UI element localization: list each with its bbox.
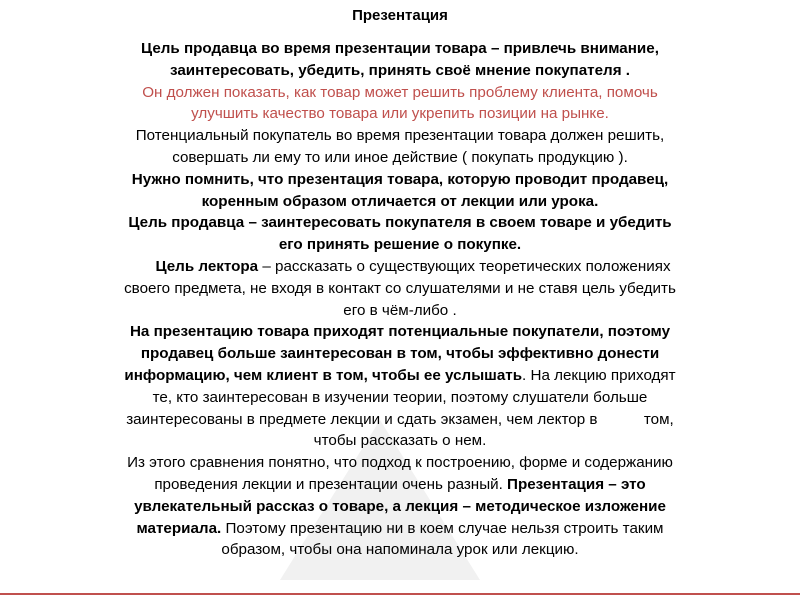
slide-body <box>40 38 760 561</box>
compare-line-2 <box>40 474 760 496</box>
remember-line-2: коренным образом отличается от лекции или урока. <box>201 192 599 210</box>
compare-line-1: Из этого сравнения понятно, что подход к построению, форме и содержанию <box>127 454 673 472</box>
goal2-line-2: его принять решение о покупке. <box>278 236 522 254</box>
compare-bold: Презентация – это <box>507 475 646 493</box>
audience-line-2: продавец больше заинтересован в том, чтобы эффективно донести <box>140 345 660 363</box>
audience-line-5: заинтересованы в предмете лекции и сдать экзамен, чем лектор в том, <box>126 410 674 428</box>
compare-line-3: увлекательный рассказ о товаре, а лекция – методическое изложение <box>134 497 666 515</box>
slide <box>40 0 760 600</box>
slide-title: Презентация <box>352 7 448 24</box>
lecturer-bold: Цель лектора <box>155 257 259 275</box>
bottom-accent-line <box>0 593 800 595</box>
audience-line-1: На презентацию товара приходят потенциальные покупатели, поэтому <box>129 323 671 341</box>
audience-bold: информацию, чем клиент в том, чтобы ее услышать <box>124 366 523 384</box>
compare-line-5: образом, чтобы она напоминала урок или лекцию. <box>221 541 579 559</box>
goal-seller-line-1: Цель продавца во время презентации товара – привлечь внимание, <box>141 40 659 57</box>
lecturer-line-3: его в чём-либо . <box>343 301 457 319</box>
buyer-line-1: Потенциальный покупатель во время презентации товара должен решить, <box>135 127 665 145</box>
buyer-line-2: совершать ли ему то или иное действие ( покупать продукцию ). <box>172 148 628 166</box>
goal2-line-1: Цель продавца – заинтересовать покупателя в своем товаре и убедить <box>128 214 672 232</box>
goal-seller-line-2: заинтересовать, убедить, принять своё мнение покупателя . <box>169 61 631 79</box>
lecturer-line-2: своего предмета, не входя в контакт со слушателями и не ставя цель убедить <box>124 279 676 297</box>
compare-plain: проведения лекции и презентации очень разный. <box>154 475 508 493</box>
red-note-line-2: улучшить качество товара или укрепить позиции на рынке. <box>191 105 609 123</box>
audience-line-6: чтобы рассказать о нем. <box>313 432 487 450</box>
compare-line-4 <box>40 518 760 540</box>
audience-line-4: те, кто заинтересован в изучении теории, поэтому слушатели больше <box>152 388 648 406</box>
audience-rest: . На лекцию приходят <box>522 366 676 384</box>
audience-line-3 <box>40 365 760 387</box>
compare-line-4-rest: Поэтому презентацию ни в коем случае нельзя строить таким <box>221 519 664 537</box>
lecturer-text: – рассказать о существующих теоретических положениях <box>258 257 671 275</box>
lecturer-line-1 <box>40 256 760 278</box>
red-note-line-1: Он должен показать, как товар может решить проблему клиента, помочь <box>142 83 658 101</box>
compare-line-4-bold: материала. <box>136 519 222 537</box>
remember-line-1: Нужно помнить, что презентация товара, которую проводит продавец, <box>131 170 669 188</box>
